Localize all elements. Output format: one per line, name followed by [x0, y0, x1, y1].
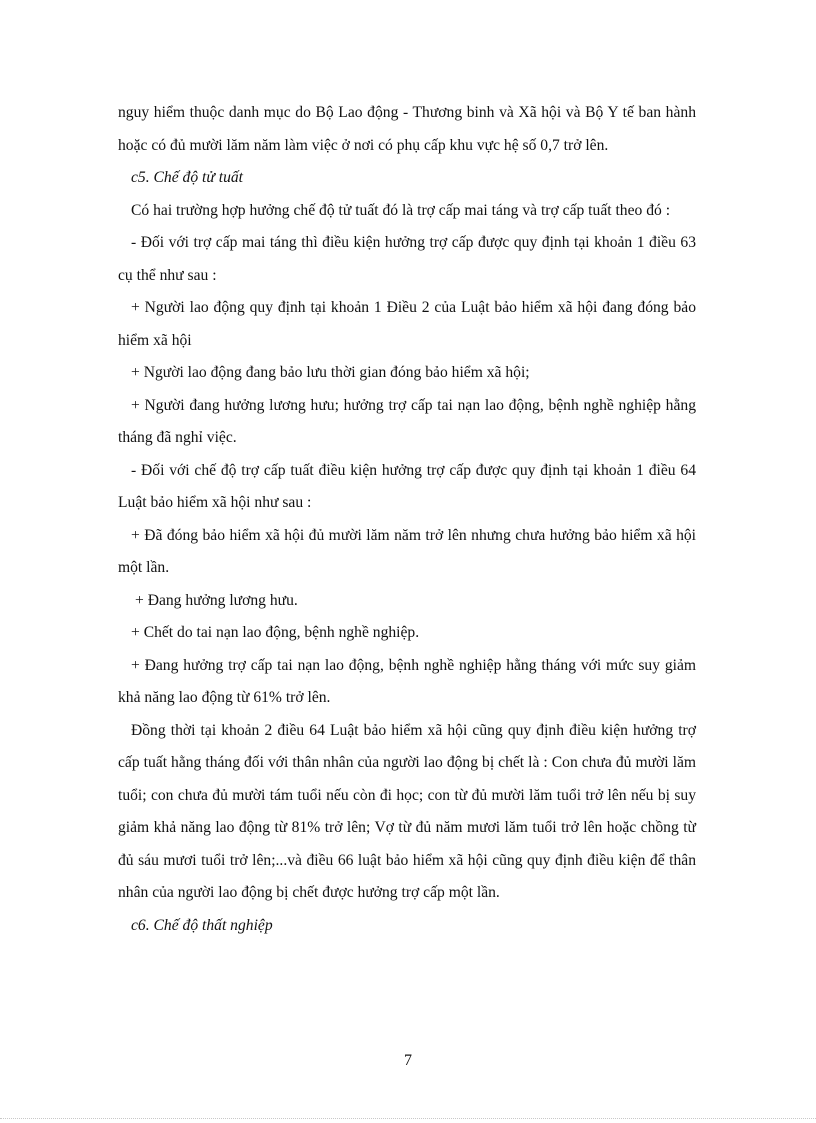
- section-heading-c6: c6. Chế độ thất nghiệp: [131, 916, 273, 934]
- list-item-survivor-1: + Đã đóng bảo hiểm xã hội đủ mười lăm năm trở lên nhưng chưa hưởng bảo hiểm xã hội một lần.: [118, 526, 696, 576]
- list-item-funeral-1: + Người lao động quy định tại khoản 1 Điều 2 của Luật bảo hiểm xã hội đang đóng bảo hiểm xã hội: [118, 299, 696, 349]
- page-number: 7: [404, 1052, 412, 1069]
- list-item-survivor-3: + Chết do tai nạn lao động, bệnh nghề nghiệp.: [131, 624, 420, 641]
- list-item-survivor-4: + Đang hưởng trợ cấp tai nạn lao động, bệnh nghề nghiệp hằng tháng với mức suy giảm khả năng lao động từ 61% trở lên.: [118, 656, 696, 706]
- page-bottom-divider: [0, 1118, 816, 1119]
- section-heading-c5: c5. Chế độ tử tuất: [131, 169, 244, 186]
- paragraph-continuation: nguy hiểm thuộc danh mục do Bộ Lao động - Thương binh và Xã hội và Bộ Y tế ban hành hoặc có đủ mười lăm năm làm việc ở nơi có phụ cấp khu vực hệ số 0,7 trở lên.: [118, 104, 696, 154]
- list-item-survivor-2: + Đang hưởng lương hưu.: [135, 591, 298, 609]
- document-body: [118, 97, 696, 942]
- list-item-funeral-3: + Người đang hưởng lương hưu; hưởng trợ cấp tai nạn lao động, bệnh nghề nghiệp hằng tháng đã nghỉ việc.: [118, 396, 696, 446]
- paragraph-intro: Có hai trường hợp hưởng chế độ tử tuất đó là trợ cấp mai táng và trợ cấp tuất theo đó :: [131, 201, 671, 219]
- list-item-funeral-2: + Người lao động đang bảo lưu thời gian đóng bảo hiểm xã hội;: [131, 364, 530, 381]
- paragraph-survivor-allowance: - Đối với chế độ trợ cấp tuất điều kiện hưởng trợ cấp được quy định tại khoản 1 điều 64 Luật bảo hiểm xã hội như sau :: [118, 461, 696, 511]
- paragraph-funeral-allowance: - Đối với trợ cấp mai táng thì điều kiện hưởng trợ cấp được quy định tại khoản 1 điều 63 cụ thể như sau :: [118, 234, 696, 284]
- paragraph-monthly-survivor: Đồng thời tại khoản 2 điều 64 Luật bảo hiểm xã hội cũng quy định điều kiện hưởng trợ cấp tuất hằng tháng đối với thân nhân của người lao động bị chết là : Con chưa đủ mười lăm tuổi; con chưa đủ mười tám tuổi nếu còn đi học; con từ đủ mười lăm tuổi trở lên nếu bị suy giảm khả năng lao động từ 81% trở lên; Vợ từ đủ năm mươi lăm tuổi trở lên hoặc chồng từ đủ sáu mươi tuổi trở lên;...và điều 66 luật bảo hiểm xã hội cũng quy định điều kiện để thân nhân của người lao động bị chết được hưởng trợ cấp một lần.: [118, 721, 696, 901]
